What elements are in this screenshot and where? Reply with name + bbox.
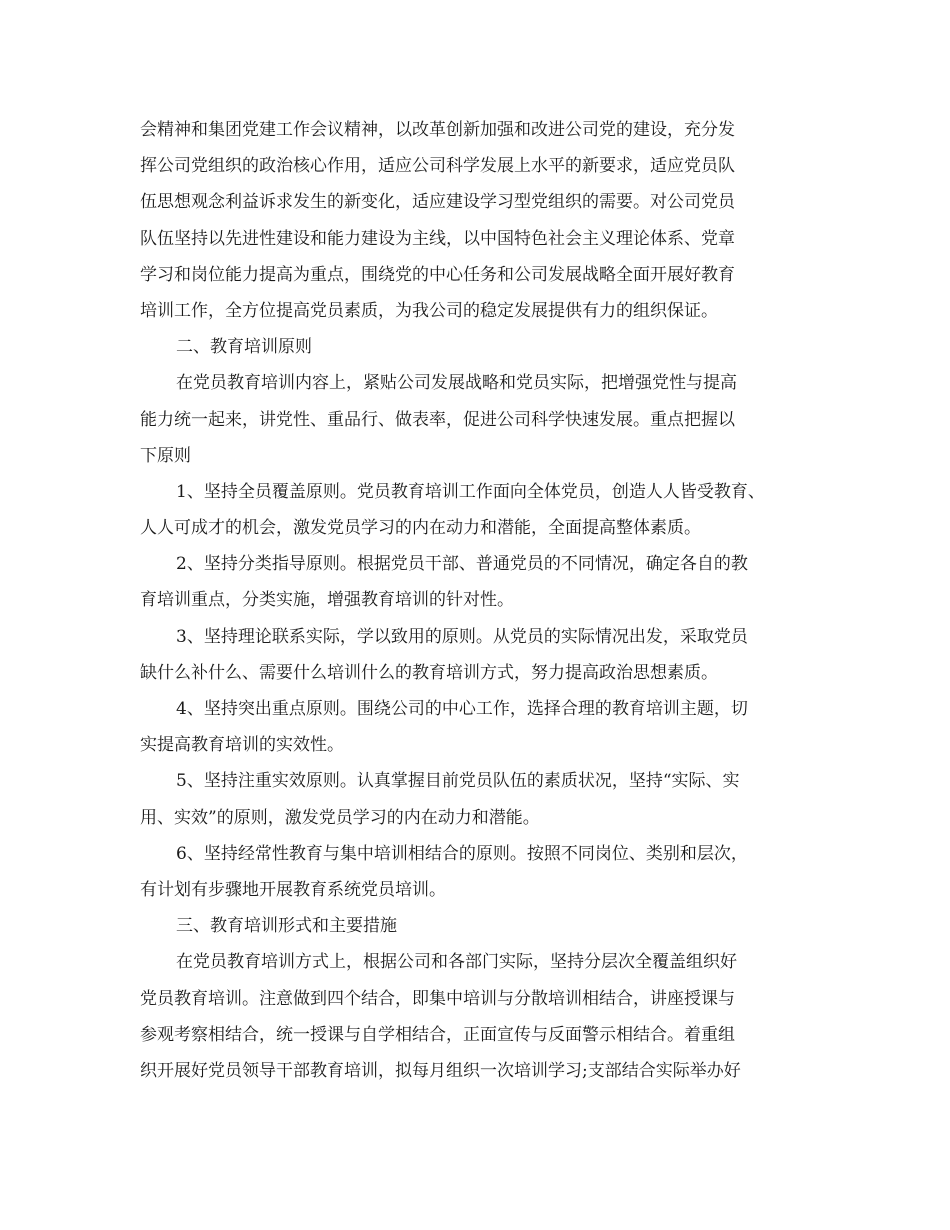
text-line: 会精神和集团党建工作会议精神，以改革创新加强和改进公司党的建设，充分发 (140, 120, 735, 140)
text-line: 参观考察相结合，统一授课与自学相结合，正面宣传与反面警示相结合。着重组 (140, 1024, 735, 1045)
paragraph-first-line: 6、坚持经常性教育与集中培训相结合的原则。按照不同岗位、类别和层次， (176, 843, 748, 864)
text-line: 挥公司党组织的政治核心作用，适应公司科学发展上水平的新要求，适应党员队 (140, 156, 735, 177)
text-line: 用、实效”的原则，激发党员学习的内在动力和潜能。 (140, 807, 540, 828)
paragraph-first-line: 二、教育培训原则 (176, 337, 312, 358)
text-line: 下原则 (140, 445, 191, 466)
paragraph-first-line: 3、坚持理论联系实际，学以致用的原则。从党员的实际情况出发，采取党员 (176, 626, 748, 647)
text-line: 缺什么补什么、需要什么培训什么的教育培训方式，努力提高政治思想素质。 (140, 662, 718, 683)
text-line: 培训工作，全方位提高党员素质，为我公司的稳定发展提供有力的组织保证。 (140, 300, 718, 321)
paragraph-first-line: 4、坚持突出重点原则。围绕公司的中心工作，选择合理的教育培训主题，切 (176, 699, 748, 719)
text-line: 党员教育培训。注意做到四个结合，即集中培训与分散培训相结合，讲座授课与 (140, 988, 735, 1009)
text-line: 人人可成才的机会，激发党员学习的内在动力和潜能，全面提高整体素质。 (140, 518, 701, 539)
paragraph-first-line: 2、坚持分类指导原则。根据党员干部、普通党员的不同情况，确定各自的教 (176, 554, 748, 575)
text-line: 织开展好党员领导干部教育培训，拟每月组织一次培训学习;支部结合实际举办好 (140, 1060, 741, 1081)
paragraph-first-line: 在党员教育培训方式上，根据公司和各部门实际，坚持分层次全覆盖组织好 (176, 952, 737, 973)
text-line: 实提高教育培训的实效性。 (140, 735, 344, 756)
text-line: 学习和岗位能力提高为重点，围绕党的中心任务和公司发展战略全面开展好教育 (140, 264, 735, 285)
paragraph-first-line: 5、坚持注重实效原则。认真掌握目前党员队伍的素质状况，坚持“实际、实 (176, 771, 740, 792)
text-line: 育培训重点，分类实施，增强教育培训的针对性。 (140, 590, 514, 611)
text-line: 有计划有步骤地开展教育系统党员培训。 (140, 879, 446, 900)
document-body (140, 112, 840, 1089)
text-line: 能力统一起来，讲党性、重品行、做表率，促进公司科学快速发展。重点把握以 (140, 409, 735, 430)
paragraph-first-line: 三、教育培训形式和主要措施 (176, 916, 397, 937)
text-line: 队伍坚持以先进性建设和能力建设为主线，以中国特色社会主义理论体系、党章 (140, 228, 735, 249)
paragraph-first-line: 在党员教育培训内容上，紧贴公司发展战略和党员实际，把增强党性与提高 (176, 373, 737, 394)
paragraph-first-line: 1、坚持全员覆盖原则。党员教育培训工作面向全体党员，创造人人皆受教育、 (176, 481, 765, 502)
text-line: 伍思想观念利益诉求发生的新变化，适应建设学习型党组织的需要。对公司党员 (140, 192, 735, 213)
